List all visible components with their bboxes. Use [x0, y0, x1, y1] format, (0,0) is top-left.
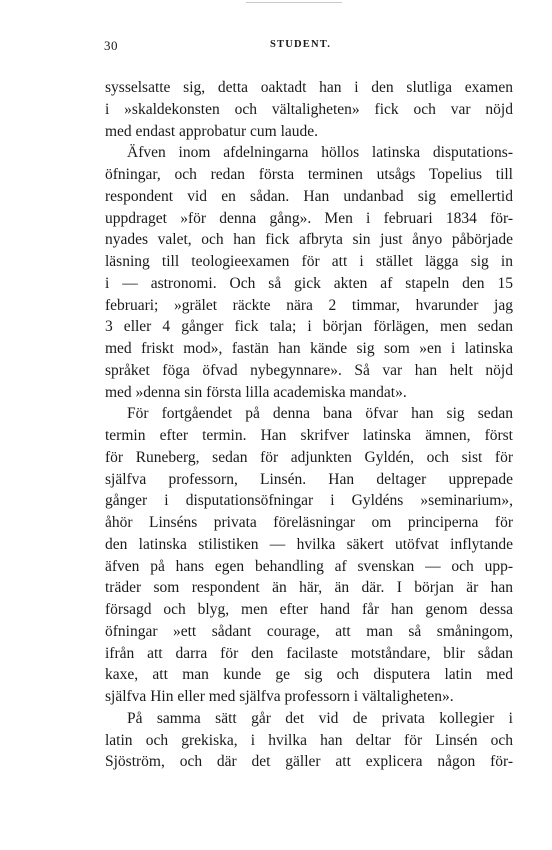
text-line: språket föga öfvad nybegynnare». Så var han helt nöjd — [105, 361, 513, 379]
text-line: äfven på hans egen behandling af svenskan — och upp- — [105, 557, 513, 575]
text-line: försagd och blyg, men efter hand får han genom dessa — [105, 601, 513, 618]
text-line: öfningar, och redan första terminen utsågs Topelius till — [105, 166, 513, 183]
text-line: öfningar »ett sådant courage, att man så småningom, — [105, 622, 513, 640]
text-line: läsning till teologieexamen för att i stället lägga sig in — [105, 253, 513, 270]
text-line: latin och grekiska, i hvilka han deltar för Linsén och — [105, 731, 513, 749]
top-rule — [246, 2, 342, 3]
text-line: i »skaldekonsten och vältaligheten» fick och var nöjd — [105, 100, 513, 118]
text-line: uppdraget »för denna gång». Men i februari 1834 för- — [105, 209, 513, 227]
text-line: nyades valet, och han fick afbryta sin just ånyo påbörjade — [105, 231, 513, 249]
text-line: själfva professorn, Linsén. Han deltager upprepade — [105, 470, 513, 488]
text-line: Sjöström, och där det gäller att explicera någon för- — [105, 753, 513, 771]
body-text — [105, 77, 513, 773]
text-line: termin efter termin. Han skrifver latinska ämnen, först — [105, 427, 513, 444]
text-line: åhör Linséns privata föreläsningar om principerna för — [105, 514, 513, 531]
text-line: själfva Hin eller med själfva professorn i vältaligheten». — [105, 688, 454, 705]
text-line: 3 eller 4 gånger fick tala; i början förlägen, men sedan — [105, 318, 513, 336]
text-line: i — astronomi. Och så gick akten af stapeln den 15 — [105, 274, 513, 292]
running-head: STUDENT. — [270, 39, 332, 50]
text-line: respondent vid en sådan. Han undanbad sig emellertid — [105, 187, 513, 205]
paragraph-first-line: Äfven inom afdelningarna höllos latinska disputations- — [127, 144, 513, 162]
text-line: kaxe, att man kunde ge sig och disputera latin med — [105, 666, 513, 684]
paragraph-first-line: På samma sätt går det vid de privata kollegier i — [127, 709, 513, 727]
text-line: februari; »grälet räckte nära 2 timmar, hvarunder jag — [105, 296, 513, 314]
page-number: 30 — [104, 38, 118, 53]
text-line: för Runeberg, sedan för adjunkten Gyldén, och sist för — [105, 448, 513, 466]
text-line: den latinska stilistiken — hvilka säkert utöfvat inflytande — [105, 535, 513, 553]
text-line: träder som respondent än här, än där. I början är han — [105, 579, 513, 597]
text-line: med »denna sin första lilla academiska mandat». — [105, 383, 407, 401]
paragraph-first-line: För fortgåendet på denna bana öfvar han sig sedan — [127, 405, 513, 423]
text-line: sysselsatte sig, detta oaktadt han i den slutliga examen — [105, 79, 513, 96]
text-line: med friskt mod», fastän han kände sig som »en i latinska — [105, 340, 513, 357]
text-line: med endast approbatur cum laude. — [105, 122, 319, 140]
text-line: gånger i disputationsöfningar i Gyldéns »seminarium», — [105, 492, 513, 510]
text-line: ifrån att darra för den facilaste motståndare, blir sådan — [105, 644, 513, 662]
